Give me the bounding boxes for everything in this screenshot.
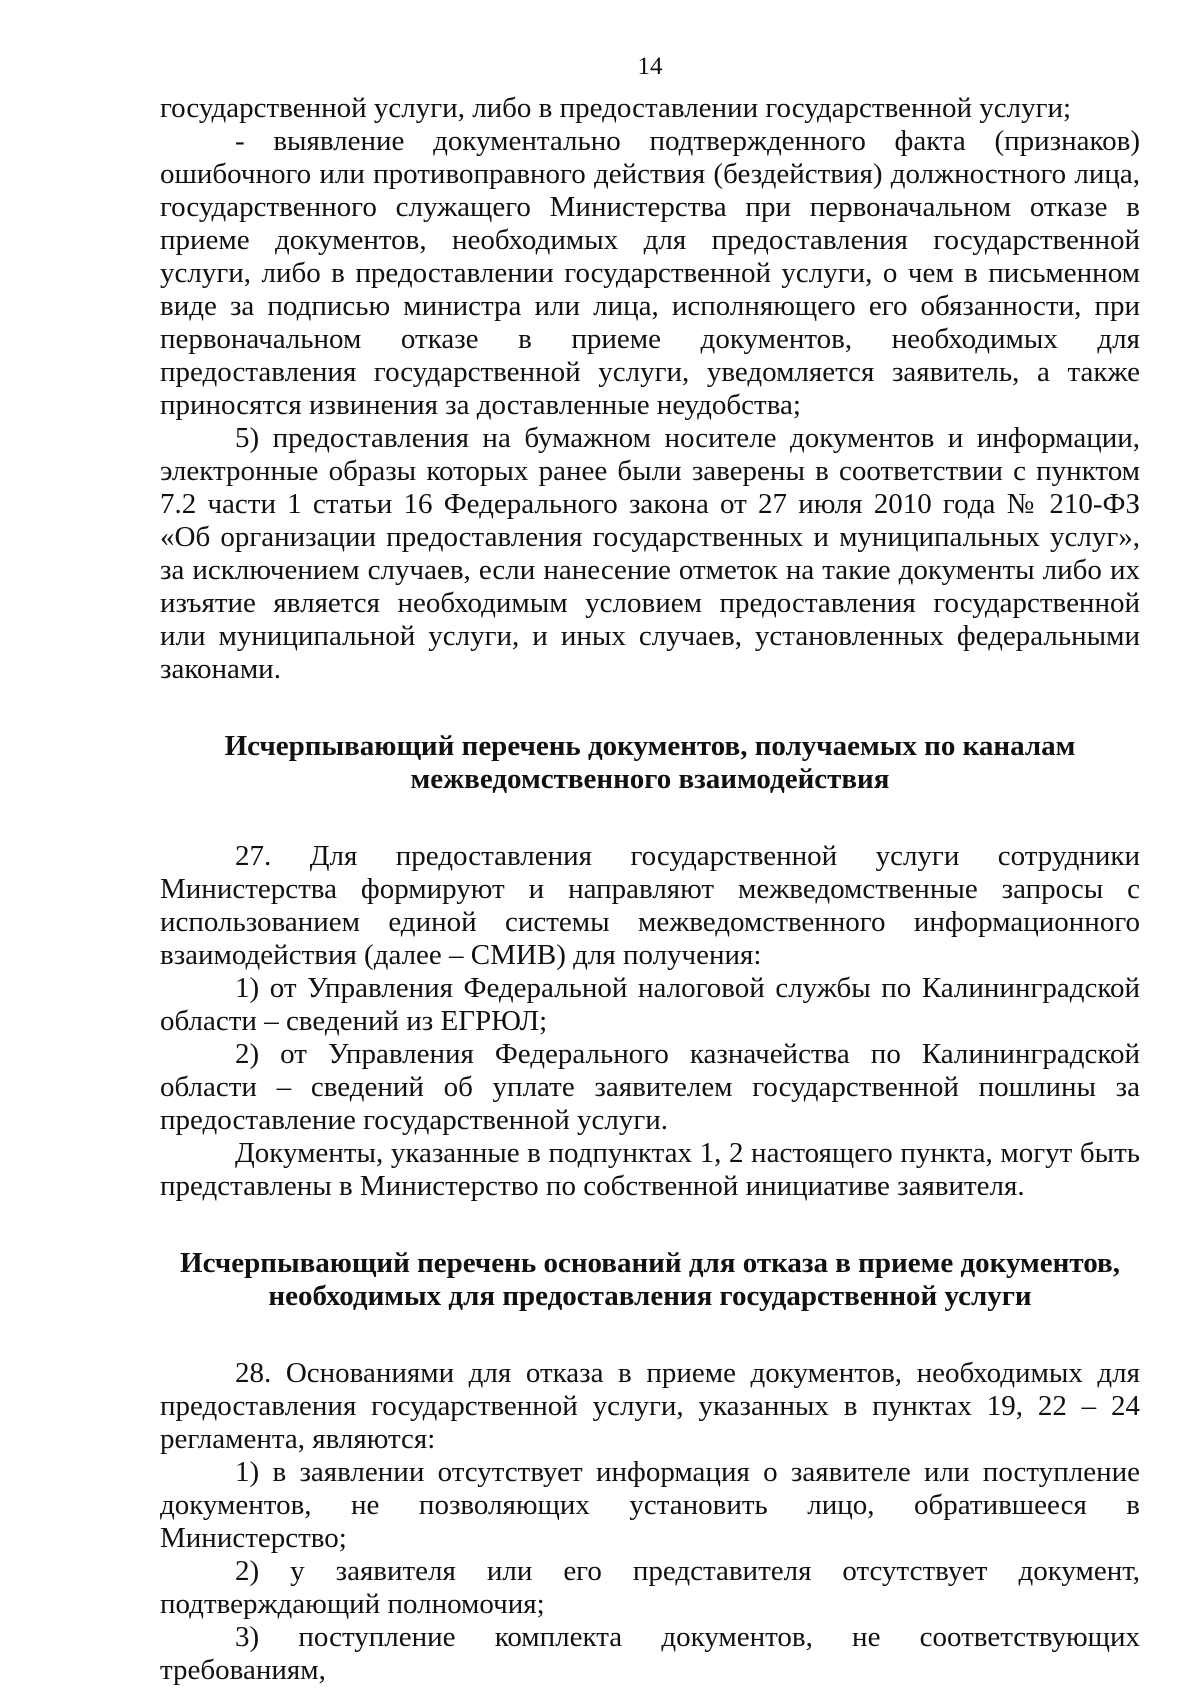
document-page — [160, 50, 1140, 1687]
heading-line: необходимых для предоставления государственной услуги — [268, 1280, 1032, 1312]
paragraph: Документы, указанные в подпунктах 1, 2 настоящего пункта, могут быть представлены в Министерство по собственной инициативе заявителя. — [160, 1137, 1140, 1202]
paragraph: 2) от Управления Федерального казначейства по Калининградской области – сведений об уплате заявителем государственной пошлины за предоставление государственной услуги. — [160, 1038, 1140, 1136]
heading-line: Исчерпывающий перечень документов, получаемых по каналам — [224, 730, 1076, 762]
paragraph: 28. Основаниями для отказа в приеме документов, необходимых для предоставления государственной услуги, указанных в пунктах 19, 22 – 24 регламента, являются: — [160, 1357, 1140, 1455]
section-heading — [160, 730, 1140, 796]
paragraph: 1) от Управления Федеральной налоговой службы по Калининградской области – сведений из ЕГРЮЛ; — [160, 972, 1140, 1037]
page-number: 14 — [637, 53, 663, 80]
heading-line: межведомственного взаимодействия — [410, 763, 890, 795]
paragraph: 27. Для предоставления государственной услуги сотрудники Министерства формируют и направляют межведомственные запросы с использованием единой системы межведомственного информационного взаимодействия (далее – СМИВ) для получения: — [160, 840, 1140, 971]
paragraph: 5) предоставления на бумажном носителе документов и информации, электронные образы которых ранее были заверены в соответствии с пунктом 7.2 части 1 статьи 16 Федерального закона от 27 июля 2010 года № 210-ФЗ «Об организации предоставления государственных и муниципальных услуг», за исключением случаев, если нанесение отметок на такие документы либо их изъятие является необходимым условием предоставления государственной или муниципальной услуги, и иных случаев, установленных федеральными законами. — [160, 422, 1140, 685]
paragraph: 2) у заявителя или его представителя отсутствует документ, подтверждающий полномочия; — [160, 1555, 1140, 1620]
paragraph: государственной услуги, либо в предоставлении государственной услуги; — [160, 92, 1072, 124]
heading-line: Исчерпывающий перечень оснований для отказа в приеме документов, — [180, 1247, 1120, 1279]
paragraph: 3) поступление комплекта документов, не соответствующих требованиям, — [160, 1621, 1140, 1686]
paragraph: 1) в заявлении отсутствует информация о заявителе или поступление документов, не позволяющих установить лицо, обратившееся в Министерство; — [160, 1456, 1140, 1554]
section-heading — [160, 1247, 1140, 1313]
paragraph: - выявление документально подтвержденного факта (признаков) ошибочного или противоправного действия (бездействия) должностного лица, государственного служащего Министерства при первоначальном отказе в приеме документов, необходимых для предоставления государственной услуги, либо в предоставлении государственной услуги, о чем в письменном виде за подписью министра или лица, исполняющего его обязанности, при первоначальном отказе в приеме документов, необходимых для предоставления государственной услуги, уведомляется заявитель, а также приносятся извинения за доставленные неудобства; — [160, 125, 1140, 421]
